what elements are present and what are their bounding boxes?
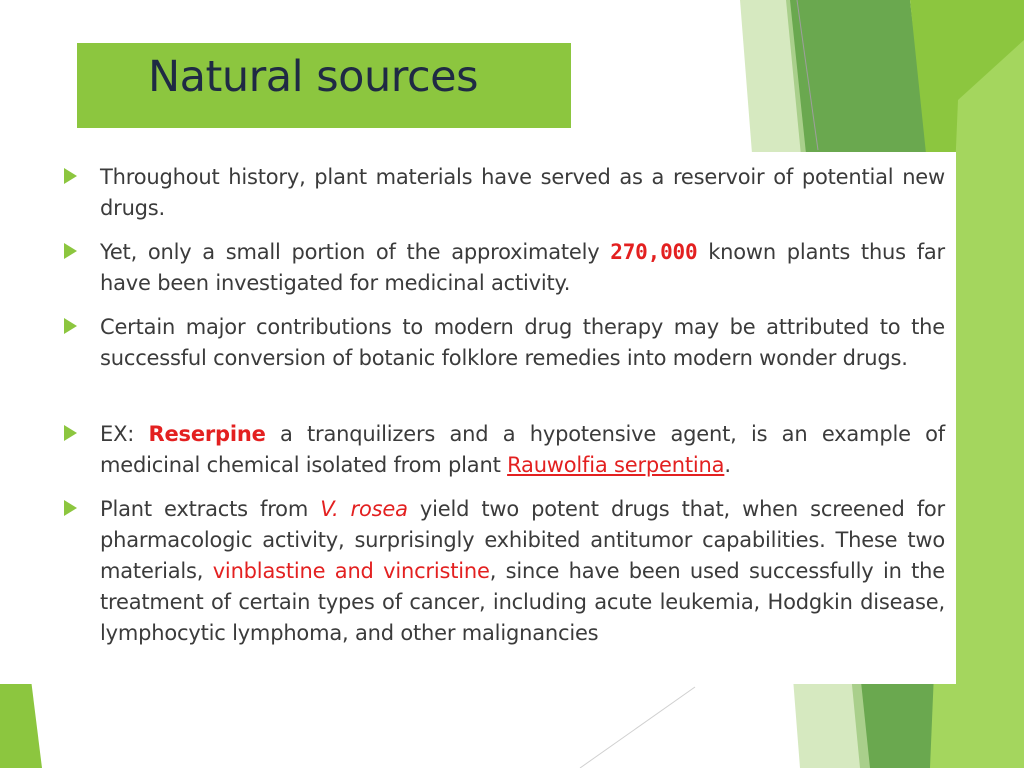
- content-panel: [0, 152, 956, 684]
- bullet-text: [100, 237, 945, 299]
- text-segment: , since have been used successfully in the treatment of certain types of cancer, including acute leukemia, Hodgkin disease, lymphocytic lymphoma, and other malignancies: [100, 559, 945, 645]
- thin-divider-line-lower: [580, 687, 695, 768]
- triangle-arrow-icon: [64, 168, 77, 184]
- text-segment: Plant extracts from: [100, 497, 321, 521]
- bullet-text: [100, 419, 945, 481]
- bullet-text: Throughout history, plant materials have served as a reservoir of potential new drugs.: [100, 165, 945, 220]
- vinblastine-highlight: vinblastine and vincristine: [212, 559, 490, 583]
- text-segment: Yet, only a small portion of the approximately: [100, 240, 611, 264]
- plant-count-highlight: 270,000: [610, 240, 698, 264]
- triangle-arrow-icon: [64, 318, 77, 334]
- triangle-arrow-icon: [64, 500, 77, 516]
- text-segment: .: [724, 453, 731, 477]
- text-segment: EX:: [100, 422, 149, 446]
- bullet-text: Certain major contributions to modern drug therapy may be attributed to the successful conversion of botanic folklore remedies into modern wonder drugs.: [100, 315, 945, 370]
- triangle-arrow-icon: [64, 425, 77, 441]
- text-segment: known plants thus far have been investigated for medicinal activity.: [100, 240, 945, 295]
- bullet-item: [64, 494, 945, 649]
- bullet-item: [64, 312, 945, 374]
- bullet-text: [100, 494, 945, 649]
- text-segment: yield two potent drugs that, when screened for pharmacologic activity, surprisingly exhibited antitumor capabilities. These two materials,: [100, 497, 945, 583]
- triangle-arrow-icon: [64, 243, 77, 259]
- rauwolfia-link[interactable]: Rauwolfia serpentina: [507, 453, 725, 477]
- slide-title: Natural sources: [148, 52, 478, 102]
- bullet-item: [64, 162, 945, 224]
- reserpine-highlight: Reserpine: [148, 422, 266, 446]
- v-rosea-highlight: V. rosea: [320, 497, 408, 521]
- bullet-item: [64, 237, 945, 299]
- text-segment: a tranquilizers and a hypotensive agent, is an example of medicinal chemical isolated from plant: [100, 422, 946, 477]
- bullet-item: [64, 419, 945, 481]
